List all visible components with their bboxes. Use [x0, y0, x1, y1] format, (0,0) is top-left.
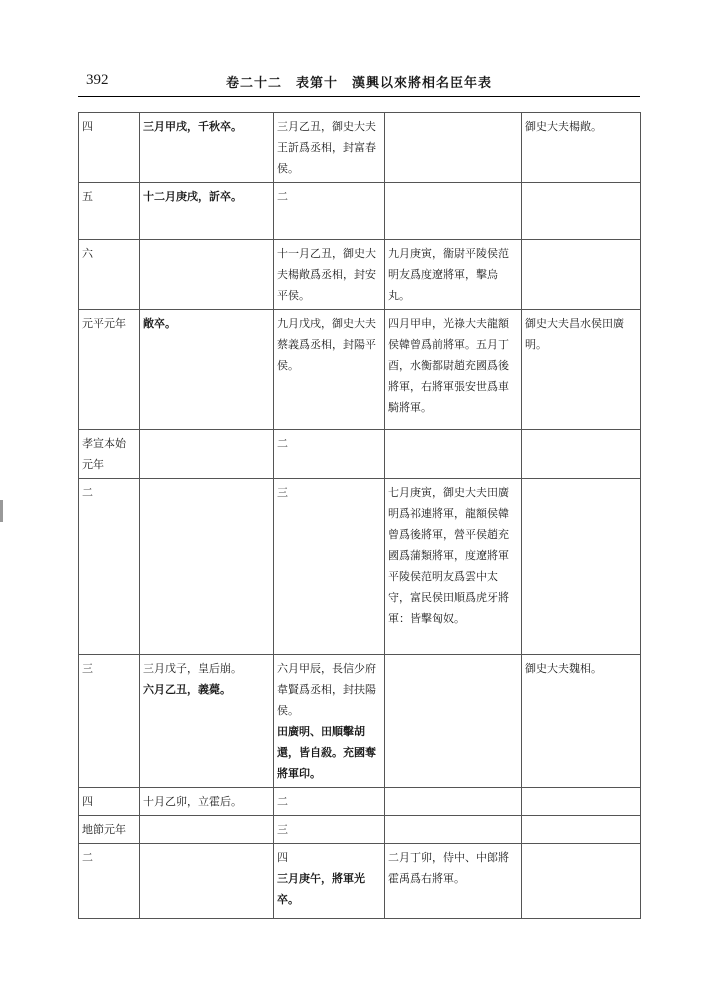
- cell-year: 二: [79, 479, 140, 655]
- cell-events: [140, 844, 274, 919]
- cell-entry: 四: [277, 851, 288, 864]
- table-row: [79, 310, 641, 430]
- cell-entry: 十二月庚戌，訢卒。: [143, 190, 242, 203]
- cell-chancellor: [274, 655, 385, 788]
- cell-entry: 御史大夫楊敞。: [525, 120, 602, 133]
- cell-censors: [522, 310, 641, 430]
- table-row: [79, 240, 641, 310]
- cell-chancellor: [274, 430, 385, 479]
- cell-year: 元平元年: [79, 310, 140, 430]
- cell-censors: [522, 430, 641, 479]
- header-rule: [78, 96, 640, 97]
- cell-year: 地節元年: [79, 816, 140, 844]
- cell-chancellor: [274, 816, 385, 844]
- cell-entry: 十月乙卯，立霍后。: [143, 795, 242, 808]
- cell-entry: 御史大夫魏相。: [525, 662, 602, 675]
- cell-entry: 三月甲戌，千秋卒。: [143, 120, 242, 133]
- cell-entry: 敞卒。: [143, 317, 176, 330]
- cell-events: [140, 788, 274, 816]
- cell-generals: [385, 479, 522, 655]
- cell-year: 三: [79, 655, 140, 788]
- cell-entry: 十一月乙丑，御史大夫楊敞爲丞相，封安平侯。: [277, 247, 376, 302]
- cell-entry: 九月庚寅，衞尉平陵侯范明友爲度遼將軍，擊烏丸。: [388, 247, 509, 302]
- cell-year: 四: [79, 788, 140, 816]
- table-row: [79, 430, 641, 479]
- cell-events: [140, 240, 274, 310]
- cell-entry: 二: [277, 437, 288, 450]
- cell-generals: [385, 816, 522, 844]
- cell-generals: [385, 788, 522, 816]
- cell-entry: 御史大夫昌水侯田廣明。: [525, 317, 624, 351]
- cell-generals: [385, 655, 522, 788]
- cell-censors: [522, 816, 641, 844]
- cell-chancellor: [274, 240, 385, 310]
- cell-events: [140, 310, 274, 430]
- cell-censors: [522, 844, 641, 919]
- table-row: [79, 816, 641, 844]
- table-row: [79, 655, 641, 788]
- table-row: [79, 113, 641, 183]
- cell-chancellor: [274, 479, 385, 655]
- cell-entry: 九月戊戌，御史大夫蔡義爲丞相，封陽平侯。: [277, 317, 376, 372]
- cell-entry: 三: [277, 486, 288, 499]
- cell-entry: 四月甲申，光祿大夫龍額侯韓曾爲前將軍。五月丁酉，水衡都尉趙充國爲後將軍，右將軍張安世爲車騎將軍。: [388, 317, 509, 414]
- cell-chancellor: [274, 310, 385, 430]
- cell-censors: [522, 240, 641, 310]
- cell-year: 二: [79, 844, 140, 919]
- cell-events: [140, 183, 274, 240]
- cell-events: [140, 655, 274, 788]
- table-row: [79, 183, 641, 240]
- chronology-table: [78, 112, 641, 919]
- scan-edge-mark: [0, 500, 3, 522]
- cell-entry: 二: [277, 190, 288, 203]
- cell-generals: [385, 430, 522, 479]
- cell-generals: [385, 240, 522, 310]
- cell-entry: 二: [277, 795, 288, 808]
- cell-entry: 三: [277, 823, 288, 836]
- cell-entry: 三月戊子，皇后崩。: [143, 662, 242, 675]
- cell-year: 六: [79, 240, 140, 310]
- cell-generals: [385, 183, 522, 240]
- cell-censors: [522, 655, 641, 788]
- cell-year: 五: [79, 183, 140, 240]
- cell-events: [140, 430, 274, 479]
- table-row: [79, 479, 641, 655]
- cell-year: 四: [79, 113, 140, 183]
- cell-censors: [522, 788, 641, 816]
- running-title: 卷二十二 表第十 漢興以來將相名臣年表: [226, 76, 493, 91]
- cell-year: 孝宣本始元年: [79, 430, 140, 479]
- cell-entry: 六月甲辰，長信少府韋賢爲丞相，封扶陽侯。: [277, 662, 376, 717]
- cell-censors: [522, 113, 641, 183]
- cell-events: [140, 479, 274, 655]
- cell-entry: 七月庚寅，御史大夫田廣明爲祁連將軍，龍額侯韓曾爲後將軍，營平侯趙充國爲蒲類將軍，度遼將軍平陵侯范明友爲雲中太守，富民侯田順爲虎牙將軍：皆擊匈奴。: [388, 486, 509, 625]
- cell-entry: 田廣明、田順擊胡還，皆自殺。充國奪將軍印。: [277, 725, 376, 780]
- cell-entry: 三月乙丑，御史大夫王訢爲丞相，封富春侯。: [277, 120, 376, 175]
- cell-chancellor: [274, 788, 385, 816]
- table-row: [79, 844, 641, 919]
- cell-events: [140, 816, 274, 844]
- cell-chancellor: [274, 844, 385, 919]
- cell-censors: [522, 479, 641, 655]
- page-number: 392: [86, 72, 109, 88]
- cell-generals: [385, 113, 522, 183]
- cell-entry: 二月丁卯，侍中、中郎將霍禹爲右將軍。: [388, 851, 509, 885]
- table-row: [79, 788, 641, 816]
- cell-chancellor: [274, 113, 385, 183]
- cell-censors: [522, 183, 641, 240]
- cell-chancellor: [274, 183, 385, 240]
- cell-generals: [385, 310, 522, 430]
- cell-generals: [385, 844, 522, 919]
- page-header: [78, 70, 638, 96]
- cell-entry: 六月乙丑，義薨。: [143, 683, 231, 696]
- cell-events: [140, 113, 274, 183]
- cell-entry: 三月庚午，將軍光卒。: [277, 872, 365, 906]
